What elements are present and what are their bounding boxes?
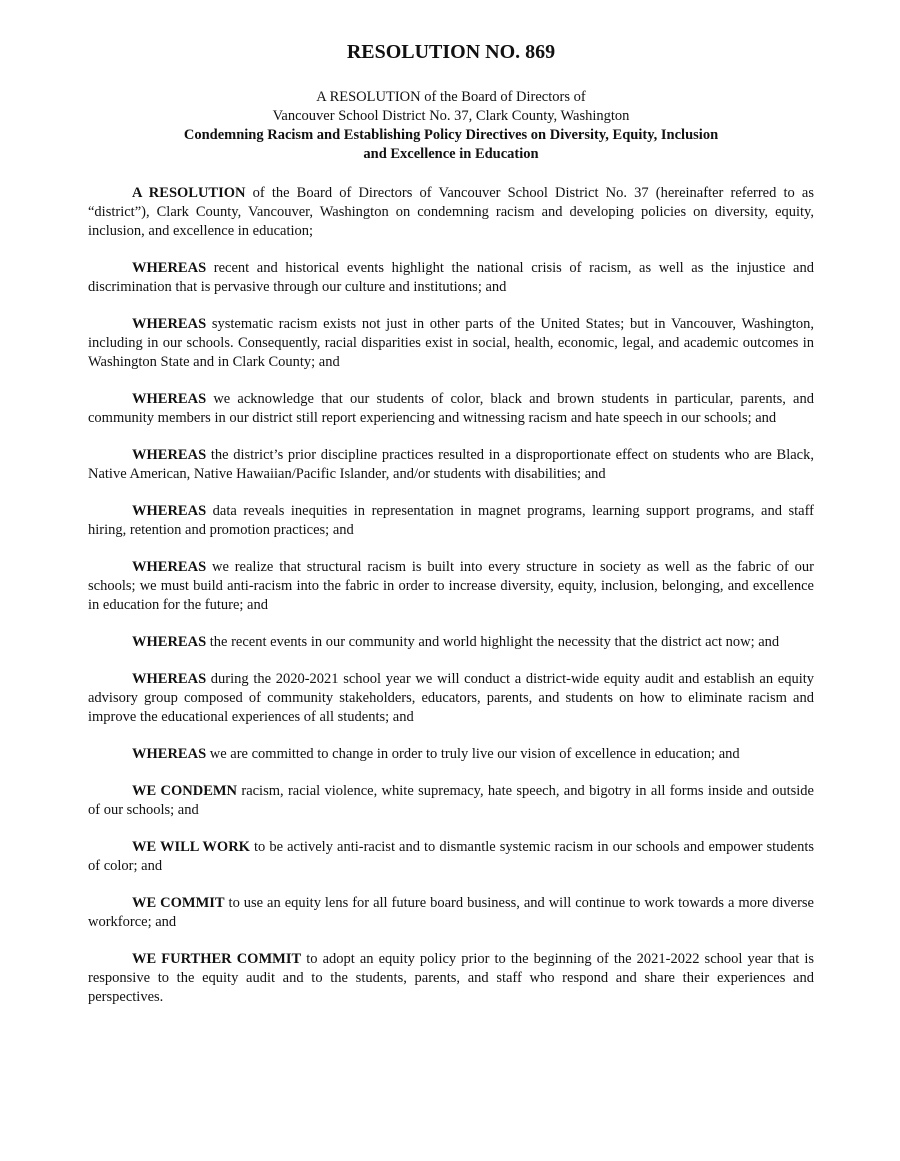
- paragraph: [88, 633, 814, 652]
- paragraph-text: of the Board of Directors of Vancouver School District No. 37 (hereinafter referred to as “district”), Clark County, Vancouver, Washington on condemning racism and developing policies on diversity, equity, inclusion, and excellence in education;: [88, 185, 814, 239]
- paragraph: [88, 558, 814, 615]
- paragraph-text: we realize that structural racism is built into every structure in society as well as the fabric of our schools; we must build anti-racism into the fabric in order to increase diversity, equity, inclusion, belonging, and excellence in education for the future; and: [88, 559, 814, 613]
- paragraph-lead: WE COMMIT: [132, 895, 225, 911]
- paragraph: [88, 745, 814, 764]
- paragraph-lead: WE WILL WORK: [132, 839, 250, 855]
- paragraph-text: during the 2020-2021 school year we will conduct a district-wide equity audit and establish an equity advisory group composed of community stakeholders, educators, parents, and students on how to eliminate racism and improve the educational experiences of all students; and: [88, 671, 814, 725]
- resolution-header: [88, 88, 814, 164]
- paragraph: [88, 950, 814, 1007]
- paragraph-text: racism, racial violence, white supremacy, hate speech, and bigotry in all forms inside and outside of our schools; and: [88, 783, 814, 818]
- paragraph-lead: WHEREAS: [132, 634, 207, 650]
- paragraph-text: to adopt an equity policy prior to the beginning of the 2021-2022 school year that is responsive to the equity audit and to the students, parents, and staff who respond and share their experiences and perspectives.: [88, 951, 814, 1005]
- paragraph: [88, 259, 814, 297]
- paragraph: [88, 670, 814, 727]
- header-subject-line-2: and Excellence in Education: [363, 146, 539, 162]
- paragraph-lead: WHEREAS: [132, 503, 207, 519]
- header-line-1: A RESOLUTION of the Board of Directors of: [316, 89, 586, 105]
- paragraph-text: systematic racism exists not just in other parts of the United States; but in Vancouver, Washington, including in our schools. Consequently, racial disparities exist in social, health, economic, legal, and academic outcomes in Washington State and in Clark County; and: [88, 316, 814, 370]
- paragraph-text: the recent events in our community and world highlight the necessity that the district act now; and: [206, 634, 780, 650]
- paragraph-lead: WHEREAS: [132, 391, 207, 407]
- paragraph-text: the district’s prior discipline practices resulted in a disproportionate effect on students who are Black, Native American, Native Hawaiian/Pacific Islander, and/or students with disabilities; and: [88, 447, 814, 482]
- paragraph: [88, 838, 814, 876]
- paragraph-text: data reveals inequities in representation in magnet programs, learning support programs, and staff hiring, retention and promotion practices; and: [88, 503, 814, 538]
- paragraph: [88, 446, 814, 484]
- document-page: [0, 40, 900, 1161]
- paragraph-text: we are committed to change in order to truly live our vision of excellence in education; and: [206, 746, 740, 762]
- paragraph-lead: WE FURTHER COMMIT: [132, 951, 302, 967]
- paragraph-lead: WHEREAS: [132, 559, 207, 575]
- paragraph-lead: WHEREAS: [132, 316, 207, 332]
- paragraph: [88, 390, 814, 428]
- paragraph: [88, 782, 814, 820]
- paragraph-text: to be actively anti-racist and to dismantle systemic racism in our schools and empower students of color; and: [88, 839, 814, 874]
- paragraph-lead: A RESOLUTION: [132, 185, 246, 201]
- header-subject-line-1: Condemning Racism and Establishing Policy Directives on Diversity, Equity, Inclusion: [183, 127, 719, 143]
- paragraph-text: we acknowledge that our students of color, black and brown students in particular, parents, and community members in our district still report experiencing and witnessing racism and hate speech in our schools; and: [88, 391, 814, 426]
- resolution-title: RESOLUTION NO. 869: [346, 41, 556, 63]
- header-line-2: Vancouver School District No. 37, Clark County, Washington: [272, 108, 630, 124]
- paragraph: [88, 315, 814, 372]
- paragraph-text: recent and historical events highlight the national crisis of racism, as well as the injustice and discrimination that is pervasive through our culture and institutions; and: [88, 260, 814, 295]
- paragraph-lead: WHEREAS: [132, 746, 207, 762]
- paragraph: [88, 894, 814, 932]
- paragraph: [88, 502, 814, 540]
- paragraph-lead: WE CONDEMN: [132, 783, 238, 799]
- paragraph-lead: WHEREAS: [132, 260, 207, 276]
- paragraph: [88, 184, 814, 241]
- paragraph-text: to use an equity lens for all future board business, and will continue to work towards a more diverse workforce; and: [88, 895, 814, 930]
- paragraph-lead: WHEREAS: [132, 447, 207, 463]
- paragraph-lead: WHEREAS: [132, 671, 207, 687]
- resolution-body: [88, 184, 814, 1007]
